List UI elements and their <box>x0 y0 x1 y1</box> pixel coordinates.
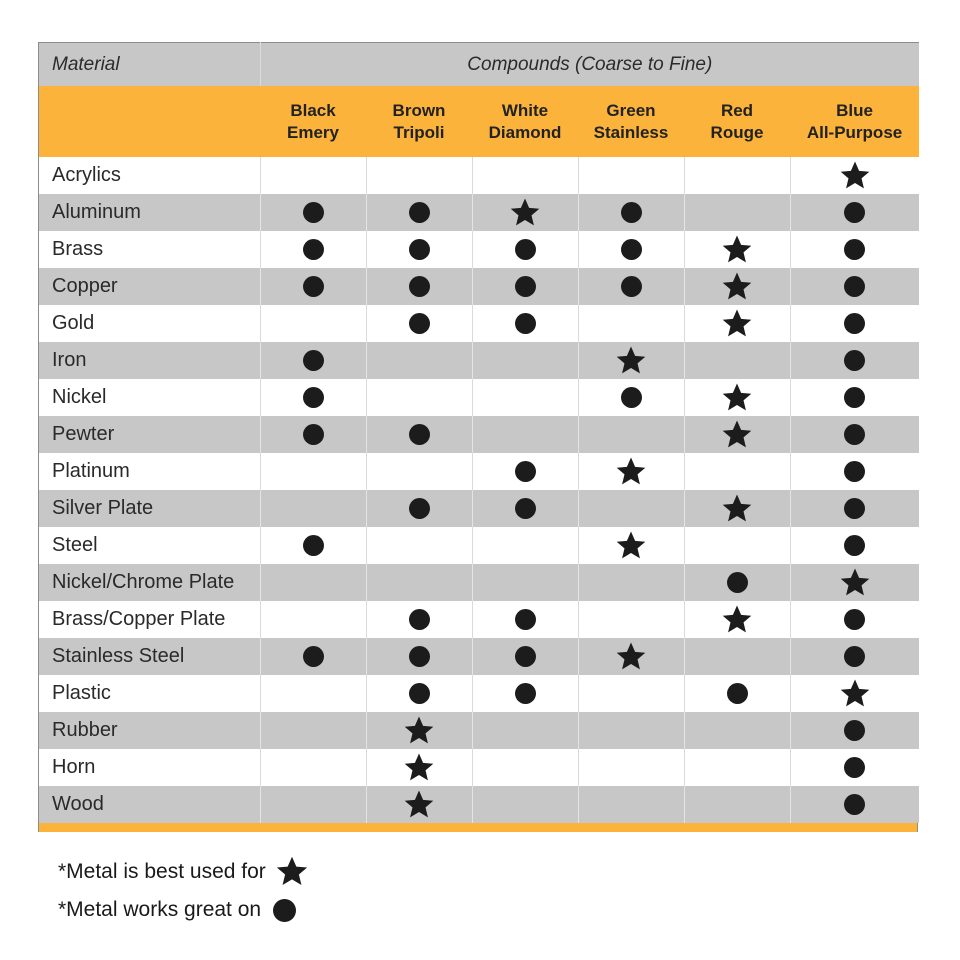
star-icon <box>614 640 648 674</box>
compound-cell <box>366 749 472 786</box>
compound-cell <box>578 379 684 416</box>
dot-icon <box>621 239 642 260</box>
dot-icon <box>844 757 865 778</box>
compound-cell <box>684 305 790 342</box>
star-icon <box>720 492 754 526</box>
compound-cell <box>260 268 366 305</box>
compound-cell <box>260 638 366 675</box>
compound-header-empty <box>39 86 260 157</box>
table-row <box>39 786 919 823</box>
star-icon <box>720 381 754 415</box>
material-name: Nickel/Chrome Plate <box>39 564 260 601</box>
compound-chart <box>38 42 918 832</box>
dot-icon <box>844 276 865 297</box>
compound-cell <box>790 157 919 194</box>
compound-cell <box>472 157 578 194</box>
compound-cell <box>790 638 919 675</box>
compound-names-row <box>39 86 919 157</box>
table-row <box>39 342 919 379</box>
compound-cell <box>684 231 790 268</box>
dot-icon <box>409 276 430 297</box>
compound-header <box>684 86 790 157</box>
compound-cell <box>260 157 366 194</box>
compound-name-line2: All-Purpose <box>806 122 903 142</box>
compound-cell <box>472 786 578 823</box>
compound-cell <box>366 453 472 490</box>
compound-cell <box>790 675 919 712</box>
compound-header <box>578 86 684 157</box>
material-name: Steel <box>39 527 260 564</box>
material-name: Brass <box>39 231 260 268</box>
dot-icon <box>409 683 430 704</box>
compound-cell <box>260 379 366 416</box>
dot-icon <box>409 239 430 260</box>
material-name: Aluminum <box>39 194 260 231</box>
compound-cell <box>790 342 919 379</box>
compound-name-line2: Diamond <box>488 122 562 142</box>
material-name: Plastic <box>39 675 260 712</box>
compound-cell <box>684 564 790 601</box>
star-icon <box>720 307 754 341</box>
compound-cell <box>790 564 919 601</box>
compound-cell <box>260 453 366 490</box>
compound-name-line1: Red <box>720 100 754 120</box>
compound-cell <box>790 749 919 786</box>
compounds-header: Compounds (Coarse to Fine) <box>260 43 919 87</box>
dot-icon <box>303 276 324 297</box>
star-icon <box>402 751 436 785</box>
compound-name-line1: Green <box>606 100 656 120</box>
star-icon <box>838 566 872 600</box>
compound-cell <box>578 342 684 379</box>
compound-cell <box>684 786 790 823</box>
compound-name-line1: Brown <box>392 100 446 120</box>
compound-cell <box>578 416 684 453</box>
compound-name-line1: Black <box>290 100 336 120</box>
dot-icon <box>409 313 430 334</box>
compound-cell <box>790 601 919 638</box>
dot-icon <box>303 424 324 445</box>
compound-cell <box>578 527 684 564</box>
compound-cell <box>684 490 790 527</box>
compound-header <box>472 86 578 157</box>
star-icon <box>614 455 648 489</box>
compound-header <box>366 86 472 157</box>
title-row <box>39 43 919 87</box>
compound-cell <box>684 749 790 786</box>
compound-cell <box>472 416 578 453</box>
material-name: Wood <box>39 786 260 823</box>
compound-cell <box>472 231 578 268</box>
dot-icon <box>844 498 865 519</box>
star-icon <box>402 788 436 822</box>
star-icon <box>720 233 754 267</box>
compound-cell <box>684 157 790 194</box>
compound-cell <box>472 749 578 786</box>
table-row <box>39 638 919 675</box>
compound-cell <box>472 712 578 749</box>
legend-best-text: *Metal is best used for <box>58 860 266 883</box>
star-icon <box>720 270 754 304</box>
table-row <box>39 416 919 453</box>
dot-icon <box>844 461 865 482</box>
material-name: Nickel <box>39 379 260 416</box>
material-name: Copper <box>39 268 260 305</box>
dot-icon <box>844 239 865 260</box>
star-icon <box>508 196 542 230</box>
compound-cell <box>790 786 919 823</box>
dot-icon <box>409 646 430 667</box>
compound-cell <box>366 712 472 749</box>
dot-icon <box>273 899 296 922</box>
compound-cell <box>472 194 578 231</box>
compound-cell <box>366 342 472 379</box>
compound-cell <box>260 712 366 749</box>
table-row <box>39 749 919 786</box>
dot-icon <box>409 424 430 445</box>
compound-cell <box>684 194 790 231</box>
compound-cell <box>578 268 684 305</box>
dot-icon <box>844 535 865 556</box>
compound-cell <box>684 342 790 379</box>
table-row <box>39 157 919 194</box>
compound-cell <box>472 675 578 712</box>
table-row <box>39 379 919 416</box>
compound-cell <box>366 601 472 638</box>
compound-cell <box>472 268 578 305</box>
material-name: Brass/Copper Plate <box>39 601 260 638</box>
compound-cell <box>790 231 919 268</box>
legend <box>58 853 310 929</box>
compound-cell <box>578 453 684 490</box>
table-row <box>39 453 919 490</box>
compound-cell <box>578 749 684 786</box>
chart-frame <box>38 42 918 823</box>
table-row <box>39 564 919 601</box>
compound-cell <box>260 749 366 786</box>
compound-cell <box>260 527 366 564</box>
compound-cell <box>684 712 790 749</box>
compound-cell <box>366 416 472 453</box>
compound-cell <box>790 712 919 749</box>
compound-cell <box>260 675 366 712</box>
bottom-bar <box>38 823 918 832</box>
star-icon <box>838 677 872 711</box>
compound-cell <box>578 305 684 342</box>
material-name: Acrylics <box>39 157 260 194</box>
compound-cell <box>366 305 472 342</box>
dot-icon <box>515 461 536 482</box>
compound-cell <box>684 601 790 638</box>
compound-cell <box>260 342 366 379</box>
table-row <box>39 231 919 268</box>
compound-header <box>260 86 366 157</box>
compound-cell <box>260 305 366 342</box>
dot-icon <box>621 276 642 297</box>
star-icon <box>274 854 310 890</box>
compound-cell <box>790 527 919 564</box>
compound-cell <box>684 416 790 453</box>
dot-icon <box>515 646 536 667</box>
legend-great <box>58 891 310 929</box>
table-row <box>39 490 919 527</box>
compound-cell <box>684 675 790 712</box>
star-icon <box>614 344 648 378</box>
legend-best <box>58 853 310 891</box>
compound-name-line2: Emery <box>287 122 339 142</box>
table-row <box>39 305 919 342</box>
material-name: Horn <box>39 749 260 786</box>
compound-cell <box>578 712 684 749</box>
material-name: Iron <box>39 342 260 379</box>
compound-cell <box>578 564 684 601</box>
compound-cell <box>790 305 919 342</box>
dot-icon <box>621 387 642 408</box>
compound-cell <box>260 231 366 268</box>
dot-icon <box>844 202 865 223</box>
star-icon <box>614 529 648 563</box>
compound-cell <box>684 268 790 305</box>
compound-cell <box>366 527 472 564</box>
dot-icon <box>844 313 865 334</box>
compound-cell <box>260 564 366 601</box>
dot-icon <box>515 609 536 630</box>
compound-name-line2: Tripoli <box>393 122 445 142</box>
compound-cell <box>472 379 578 416</box>
compound-cell <box>260 786 366 823</box>
compound-cell <box>472 638 578 675</box>
compound-cell <box>366 268 472 305</box>
compound-cell <box>472 564 578 601</box>
material-name: Stainless Steel <box>39 638 260 675</box>
compound-cell <box>366 157 472 194</box>
table-row <box>39 268 919 305</box>
compound-table <box>39 42 919 823</box>
compound-name-line2: Stainless <box>593 122 669 142</box>
compound-cell <box>366 638 472 675</box>
dot-icon <box>515 498 536 519</box>
compound-cell <box>472 342 578 379</box>
compound-cell <box>366 564 472 601</box>
compound-name-line1: White <box>501 100 549 120</box>
compound-cell <box>472 601 578 638</box>
star-icon <box>720 418 754 452</box>
legend-great-text: *Metal works great on <box>58 898 262 921</box>
dot-icon <box>303 239 324 260</box>
compound-cell <box>578 786 684 823</box>
compound-cell <box>366 379 472 416</box>
compound-cell <box>578 675 684 712</box>
material-header: Material <box>39 43 260 87</box>
compound-cell <box>684 527 790 564</box>
compound-name-line2: Rouge <box>710 122 764 142</box>
dot-icon <box>303 202 324 223</box>
compound-cell <box>578 157 684 194</box>
compound-cell <box>260 416 366 453</box>
compound-cell <box>472 305 578 342</box>
material-name: Rubber <box>39 712 260 749</box>
compound-header <box>790 86 919 157</box>
compound-cell <box>578 638 684 675</box>
compound-cell <box>790 194 919 231</box>
table-row <box>39 194 919 231</box>
compound-cell <box>260 601 366 638</box>
compound-cell <box>790 453 919 490</box>
dot-icon <box>303 350 324 371</box>
material-name: Gold <box>39 305 260 342</box>
dot-icon <box>844 387 865 408</box>
compound-cell <box>260 194 366 231</box>
compound-cell <box>366 231 472 268</box>
dot-icon <box>844 646 865 667</box>
compound-cell <box>578 194 684 231</box>
table-row <box>39 675 919 712</box>
dot-icon <box>844 350 865 371</box>
dot-icon <box>409 609 430 630</box>
compound-cell <box>366 786 472 823</box>
dot-icon <box>515 683 536 704</box>
table-row <box>39 527 919 564</box>
compound-cell <box>578 231 684 268</box>
compound-cell <box>684 638 790 675</box>
star-icon <box>838 159 872 193</box>
star-icon <box>402 714 436 748</box>
compound-cell <box>366 490 472 527</box>
compound-cell <box>684 379 790 416</box>
compound-cell <box>260 490 366 527</box>
compound-cell <box>790 379 919 416</box>
star-icon <box>720 603 754 637</box>
dot-icon <box>303 646 324 667</box>
dot-icon <box>727 683 748 704</box>
table-row <box>39 601 919 638</box>
dot-icon <box>844 424 865 445</box>
compound-cell <box>578 490 684 527</box>
compound-cell <box>790 268 919 305</box>
compound-cell <box>472 527 578 564</box>
dot-icon <box>844 609 865 630</box>
material-name: Silver Plate <box>39 490 260 527</box>
material-name: Platinum <box>39 453 260 490</box>
dot-icon <box>515 239 536 260</box>
dot-icon <box>515 276 536 297</box>
compound-cell <box>684 453 790 490</box>
material-rows <box>39 157 919 823</box>
dot-icon <box>303 535 324 556</box>
compound-cell <box>366 194 472 231</box>
dot-icon <box>303 387 324 408</box>
table-row <box>39 712 919 749</box>
compound-cell <box>366 675 472 712</box>
compound-cell <box>472 490 578 527</box>
dot-icon <box>727 572 748 593</box>
compound-cell <box>790 490 919 527</box>
dot-icon <box>844 794 865 815</box>
dot-icon <box>844 720 865 741</box>
compound-cell <box>578 601 684 638</box>
compound-cell <box>790 416 919 453</box>
dot-icon <box>621 202 642 223</box>
compound-name-line1: Blue <box>836 100 873 120</box>
dot-icon <box>409 202 430 223</box>
dot-icon <box>515 313 536 334</box>
dot-icon <box>409 498 430 519</box>
compound-cell <box>472 453 578 490</box>
material-name: Pewter <box>39 416 260 453</box>
